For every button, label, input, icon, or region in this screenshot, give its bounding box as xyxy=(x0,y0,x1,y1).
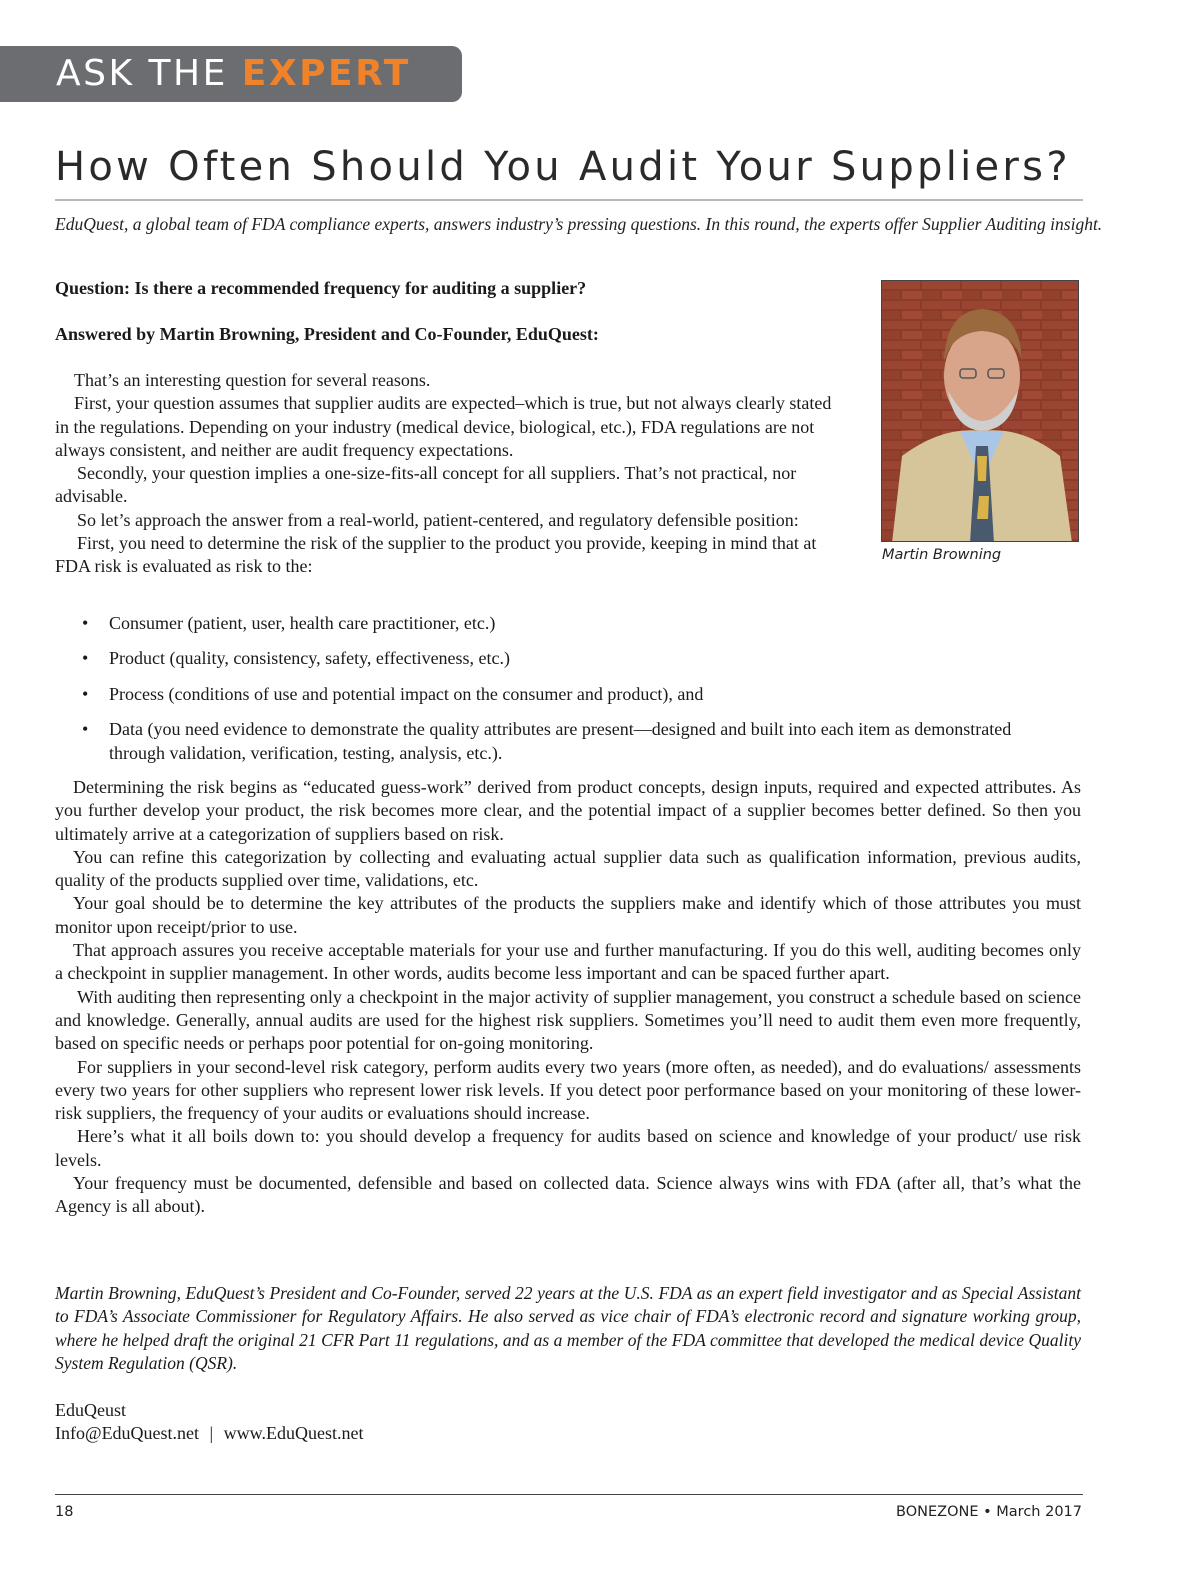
section-label-text: ASK THE xyxy=(56,53,228,94)
publication-info: BONEZONE • March 2017 xyxy=(896,1504,1082,1520)
contact-line xyxy=(55,1422,363,1445)
contact-block xyxy=(55,1399,363,1446)
contact-website[interactable]: www.EduQuest.net xyxy=(223,1423,364,1444)
bullet-icon: • xyxy=(82,648,89,669)
bullet-icon: • xyxy=(82,613,89,633)
author-bio: Martin Browning, EduQuest’s President and Co-Founder, served 22 years at the U.S. FDA as an expert field investigator and as Special Assistant to FDA’s Associate Commissioner for Regulatory Affairs. He also served as vice chair of FDA’s electronic record and signature working group, where he helped draft the original 21 CFR Part 11 regulations, and as a member of the FDA committee that developed the medical device Quality System Regulation (QSR). xyxy=(55,1283,1081,1373)
section-label-accent: EXPERT xyxy=(241,53,411,94)
paragraph: With auditing then representing only a checkpoint in the major activity of supplier management, you construct a schedule based on science and knowledge. Generally, annual audits are used for the highest risk suppliers. Sometimes you’ll need to audit them even more frequently, based on specific needs or perhaps poor potential for on-going monitoring. xyxy=(55,986,1081,1054)
contact-email[interactable]: Info@EduQuest.net xyxy=(55,1423,200,1444)
list-item-text: Data (you need evidence to demonstrate the quality attributes are present—designed and built into each item as demonstrated through validation, verification, testing, analysis, etc.). xyxy=(109,719,1012,763)
photo-caption: Martin Browning xyxy=(882,547,1002,563)
paragraph: For suppliers in your second-level risk category, perform audits every two years (more often, as needed), and do evaluations/ assessments every two years for other suppliers who represent lower risk levels. If you detect poor performance based on your monitoring of these lower-risk suppliers, the frequency of your audits or evaluations should increase. xyxy=(55,1056,1081,1124)
risk-list xyxy=(55,612,1065,777)
question-heading: Question: Is there a recommended frequency for auditing a supplier? xyxy=(55,278,587,298)
paragraph: That approach assures you receive acceptable materials for your use and further manufacturing. If you do this well, auditing becomes only a checkpoint in supplier management. In other words, audits become less important and can be spaced further apart. xyxy=(55,940,1081,984)
portrait-illustration xyxy=(882,281,1079,542)
list-item xyxy=(55,647,1065,670)
bullet-icon: • xyxy=(82,683,89,704)
intro-text: EduQuest, a global team of FDA compliance experts, answers industry’s pressing questions. In this round, the experts offer Supplier Auditing insight. xyxy=(55,214,1103,234)
contact-org: EduQeust xyxy=(55,1400,126,1420)
body-text xyxy=(55,776,1081,1219)
answered-by-heading: Answered by Martin Browning, President and Co-Founder, EduQuest: xyxy=(55,324,599,344)
page-title: How Often Should You Audit Your Suppliers? xyxy=(55,144,1071,190)
paragraph: So let’s approach the answer from a real-world, patient-centered, and regulatory defensible position: xyxy=(77,509,799,530)
portrait-photo xyxy=(881,280,1079,542)
paragraph: Your goal should be to determine the key attributes of the products the suppliers make and identify which of those attributes you must monitor upon receipt/prior to use. xyxy=(55,893,1081,937)
list-item xyxy=(55,612,1065,635)
paragraph: Your frequency must be documented, defensible and based on collected data. Science always wins with FDA (after all, that’s what the Agency is all about). xyxy=(55,1173,1081,1217)
paragraph: First, you need to determine the risk of the supplier to the product you provide, keeping in mind that at FDA risk is evaluated as risk to the: xyxy=(55,533,817,577)
section-tab xyxy=(0,46,462,102)
paragraph: Determining the risk begins as “educated guess-work” derived from product concepts, design inputs, required and expected attributes. As you further develop your product, the risk becomes more clear, and the potential impact of a supplier becomes better defined. So then you ultimately arrive at a categorization of suppliers based on risk. xyxy=(55,777,1081,844)
contact-separator: | xyxy=(209,1423,214,1444)
paragraph: Secondly, your question implies a one-size-fits-all concept for all suppliers. That’s not practical, nor advisable. xyxy=(55,463,797,507)
paragraph: You can refine this categorization by collecting and evaluating actual supplier data such as qualification information, previous audits, quality of the products supplied over time, validations, etc. xyxy=(55,846,1081,891)
paragraph: First, your question assumes that supplier audits are expected–which is true, but not always clearly stated in the regulations. Depending on your industry (medical device, biological, etc.), FDA regulations are not always consistent, and neither are audit frequency expectations. xyxy=(55,393,832,460)
paragraph: That’s an interesting question for several reasons. xyxy=(74,370,431,390)
list-item-text: Consumer (patient, user, health care practitioner, etc.) xyxy=(109,613,496,633)
section-label xyxy=(56,52,411,96)
column-text xyxy=(55,369,845,579)
title-divider xyxy=(55,199,1083,201)
bullet-icon: • xyxy=(82,719,89,740)
footer-divider xyxy=(55,1494,1083,1495)
list-item xyxy=(55,718,1065,765)
page-number: 18 xyxy=(55,1504,74,1520)
paragraph: Here’s what it all boils down to: you should develop a frequency for audits based on science and knowledge of your product/ use risk levels. xyxy=(55,1126,1081,1170)
list-item xyxy=(55,683,1065,706)
list-item-text: Process (conditions of use and potential impact on the consumer and product), and xyxy=(109,683,704,704)
list-item-text: Product (quality, consistency, safety, effectiveness, etc.) xyxy=(109,648,511,669)
